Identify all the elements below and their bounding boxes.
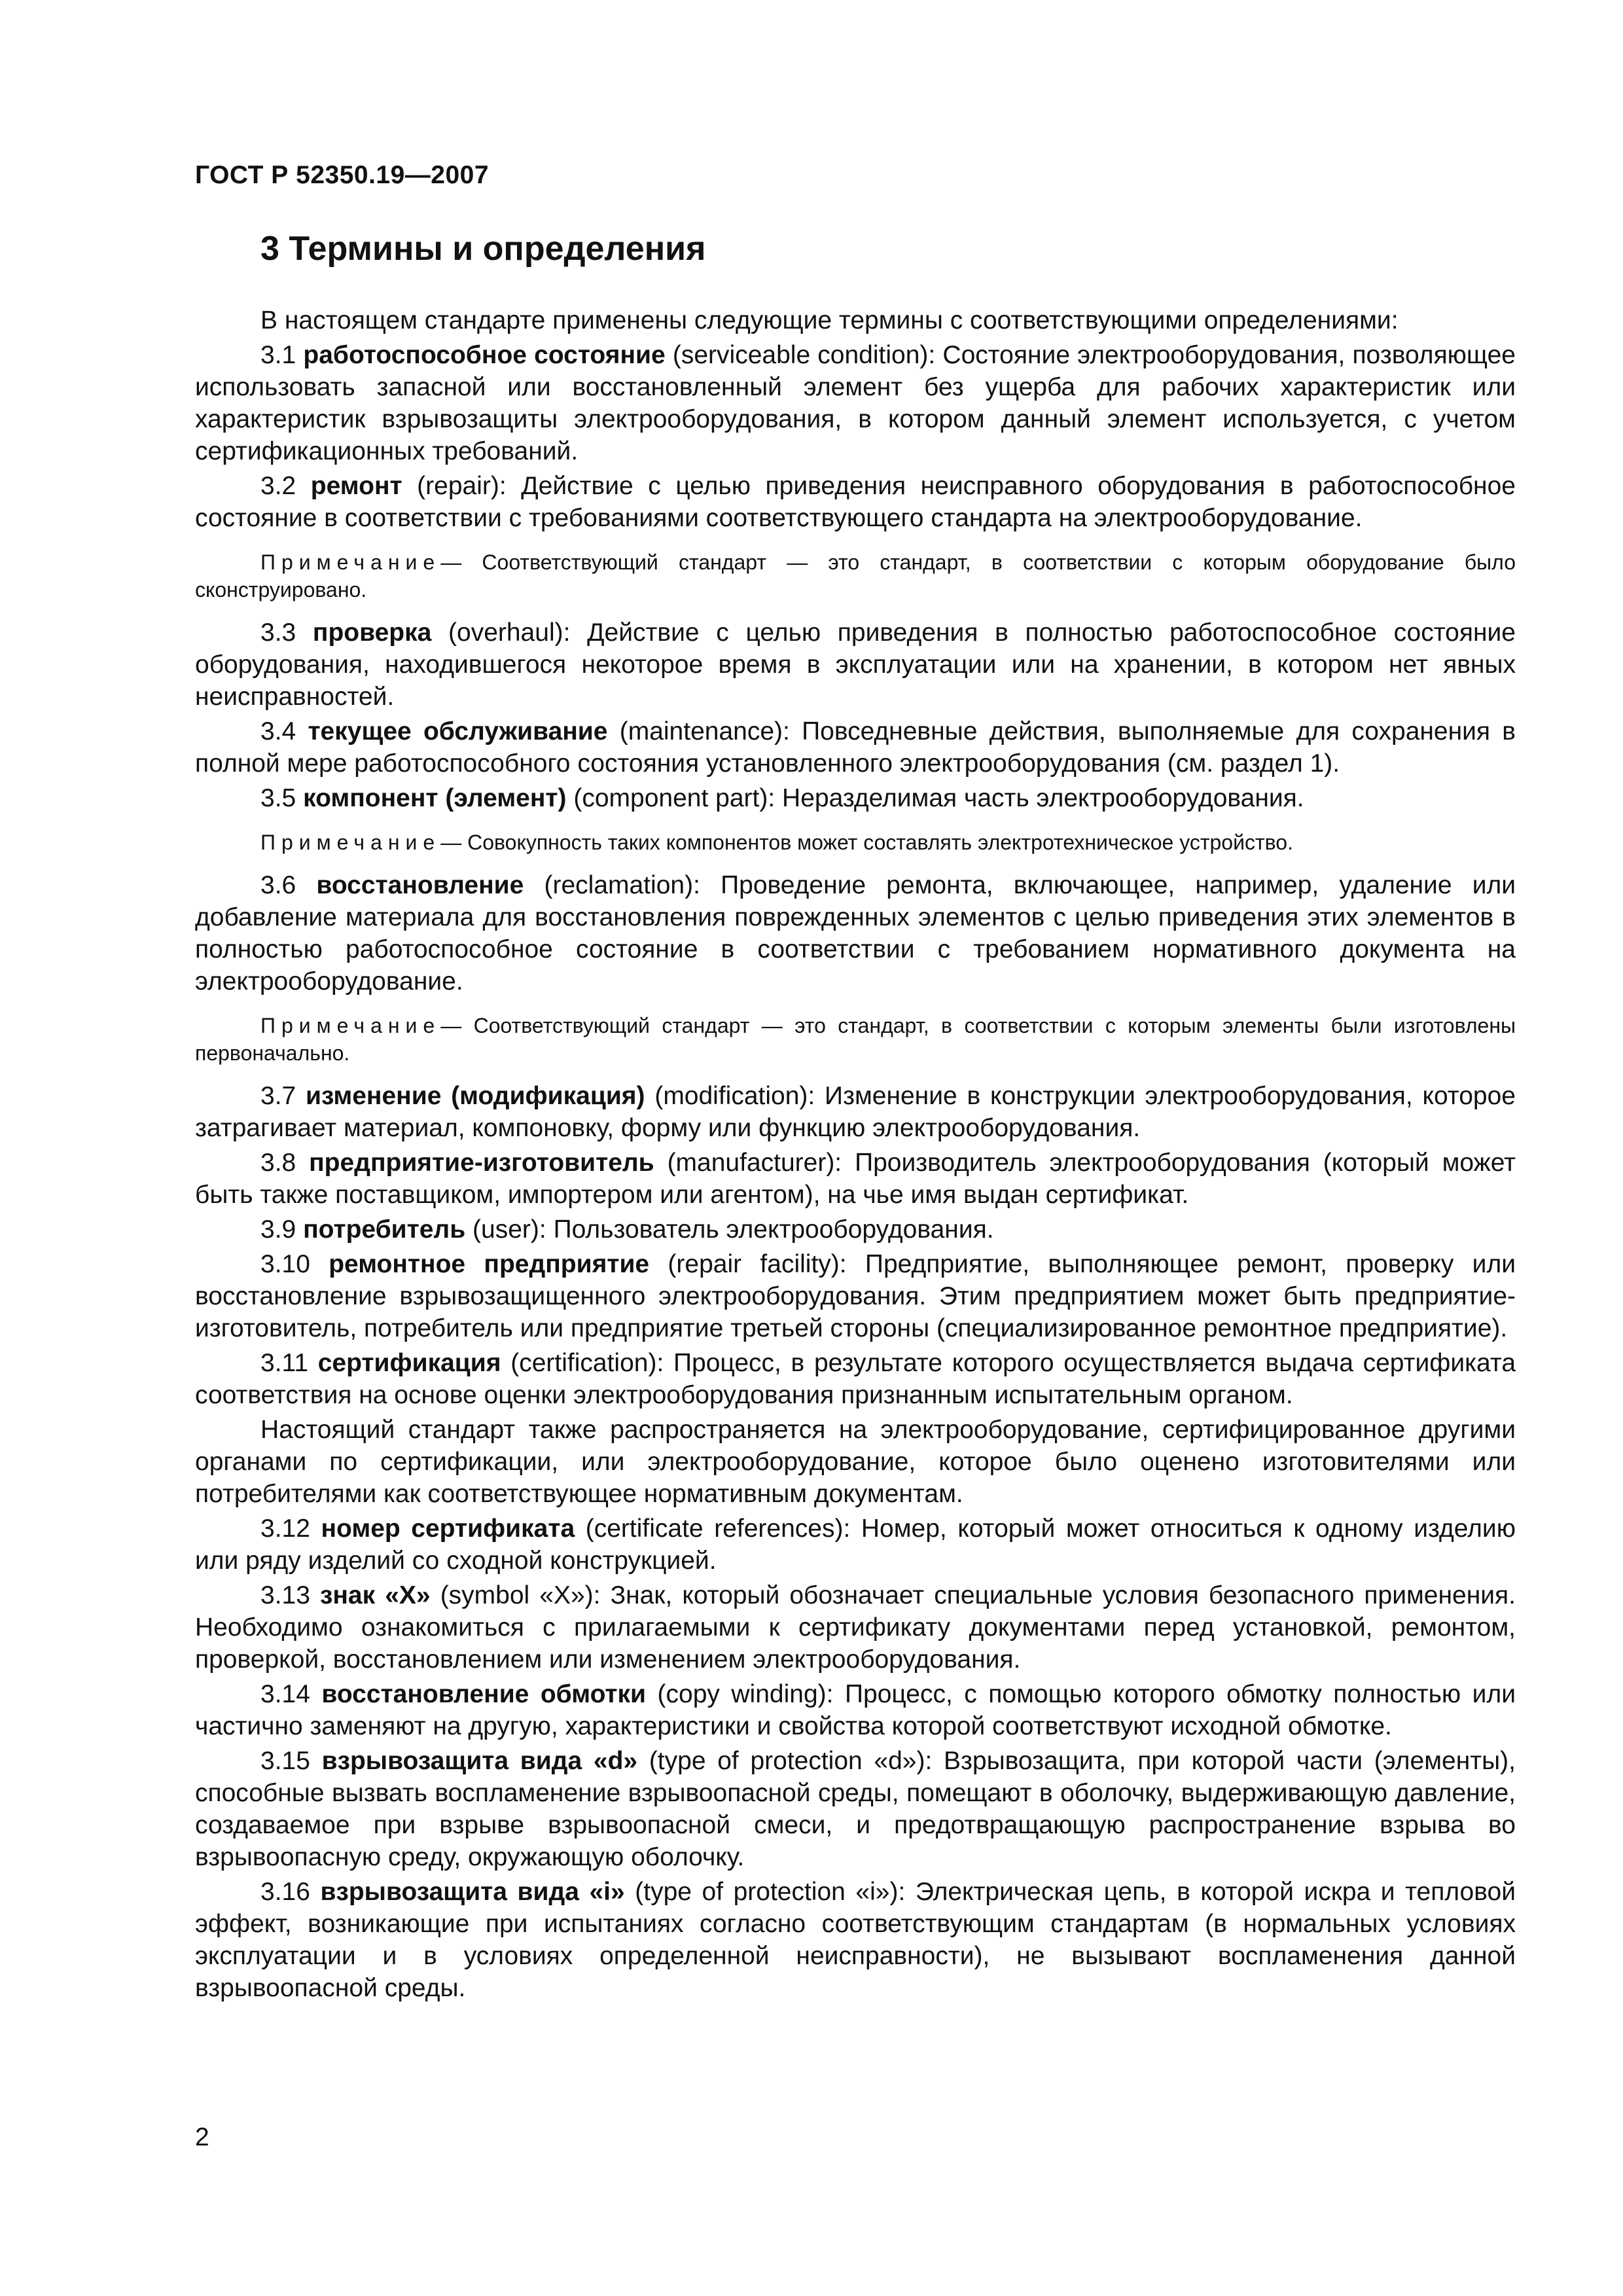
def-number: 3.7 [260,1082,296,1110]
definition-3-4 [195,715,1516,780]
def-number: 3.2 [260,472,296,500]
note-text: — Соответствующий стандарт — это стандарт, в соответствии с которым оборудование было сконструировано. [195,550,1516,601]
document-body [195,304,1516,2004]
def-text: Предприятие, выполняющее ремонт, проверку или восстановление взрывозащищенного электрооборудования. Этим предприятием может быть предприятие-изготовитель, потребитель или предприятие третьей стороны (специализированное ремонтное предприятие). [195,1250,1516,1342]
def-term: изменение (модификация) [306,1082,645,1110]
page-number: 2 [195,2123,209,2151]
def-number: 3.3 [260,619,296,647]
def-text: Процесс, в результате которого осуществляется выдача сертификата соответствия на основе оценки электрооборудования признанным испытательным органом. [195,1349,1516,1409]
def-text: Номер, который может относиться к одному изделию или ряду изделий со сходной конструкцией. [195,1515,1516,1575]
def-number: 3.9 [260,1215,296,1244]
def-number: 3.12 [260,1515,310,1543]
def-number: 3.16 [260,1878,310,1906]
note-text: — Совокупность таких компонентов может составлять электротехническое устройство. [440,831,1293,854]
def-term: взрывозащита вида «d» [321,1747,638,1775]
definition-3-9 [195,1213,1516,1246]
def-english: (repair): [417,472,507,500]
def-text: Состояние электрооборудования, позволяющее использовать запасной или восстановленный элемент без ущерба для рабочих характеристик или характеристик взрывозащиты электрооборудования, в котором данный элемент используется, с учетом сертификационных требований. [195,341,1516,465]
note-3 [195,1012,1516,1067]
definition-3-15 [195,1745,1516,1873]
def-text: Действие с целью приведения в полностью работоспособное состояние оборудования, находившегося некоторое время в эксплуатации или на хранении, в котором нет явных неисправностей. [195,619,1516,711]
def-term: восстановление [316,871,524,899]
definition-3-13 [195,1579,1516,1676]
def-text: Производитель электрооборудования (который может быть также поставщиком, импортером или агентом), на чье имя выдан сертификат. [195,1149,1516,1209]
note-label: Примечание [260,550,441,574]
def-english: (certificate references): [585,1515,851,1543]
definition-3-6 [195,869,1516,997]
note-label: Примечание [260,1014,441,1037]
note-label: Примечание [260,831,441,854]
def-term: проверка [312,619,432,647]
def-english: (manufacturer): [667,1149,842,1177]
def-term: потребитель [303,1215,466,1244]
def-english: (overhaul): [448,619,571,647]
standard-code: ГОСТ Р 52350.19—2007 [195,161,490,189]
definition-3-3 [195,617,1516,713]
def-text: Повседневные действия, выполняемые для сохранения в полной мере работоспособного состояния установленного электрооборудования (см. раздел 1). [195,717,1516,778]
def-text: Пользователь электрооборудования. [553,1215,994,1244]
note-text: — Соответствующий стандарт — это стандарт, в соответствии с которым элементы были изготовлены первоначально. [195,1014,1516,1065]
def-term: работоспособное состояние [303,341,666,369]
def-term: номер сертификата [321,1515,575,1543]
def-text: Неразделимая часть электрооборудования. [782,784,1304,812]
definition-3-12 [195,1513,1516,1577]
definition-3-8 [195,1147,1516,1211]
def-english: (type of protection «d»): [649,1747,933,1775]
def-term: ремонт [310,472,402,500]
certification-scope-paragraph: Настоящий стандарт также распространяется на электрооборудование, сертифицированное другими органами по сертификации, или электрооборудование, которое было оценено изготовителями или потребителями как соответствующее нормативным документам. [195,1416,1516,1508]
note-2 [195,829,1516,856]
def-english: (repair facility): [668,1250,847,1278]
definition-3-5 [195,782,1516,814]
def-number: 3.15 [260,1747,310,1775]
def-number: 3.1 [260,341,296,369]
def-term: текущее обслуживание [308,717,608,745]
definition-3-16 [195,1876,1516,2004]
def-term: восстановление обмотки [321,1680,647,1708]
definition-3-14 [195,1678,1516,1742]
def-number: 3.8 [260,1149,296,1177]
def-number: 3.4 [260,717,296,745]
note-1 [195,548,1516,603]
def-text: Процесс, с помощью которого обмотку полностью или частично заменяют на другую, характеристики и свойства которой соответствуют исходной обмотке. [195,1680,1516,1740]
def-english: (component part): [573,784,776,812]
def-text: Действие с целью приведения неисправного оборудования в работоспособное состояние в соответствии с требованиями соответствующего стандарта на электрооборудование. [195,472,1516,532]
def-english: (symbol «X»): [440,1581,601,1609]
definition-3-1 [195,339,1516,467]
def-text: Изменение в конструкции электрооборудования, которое затрагивает материал, компоновку, форму или функцию электрооборудования. [195,1082,1516,1142]
def-text: Проведение ремонта, включающее, например, удаление или добавление материала для восстановления поврежденных элементов с целью приведения этих элементов в полностью работоспособное состояние в соответствии с требованием нормативного документа на электрооборудование. [195,871,1516,996]
def-text: Взрывозащита, при которой части (элементы), способные вызвать воспламенение взрывоопасной среды, помещают в оболочку, выдерживающую давление, создаваемое при взрыве взрывоопасной смеси, и предотвращающую распространение взрыва во взрывоопасную среду, окружающую оболочку. [195,1747,1516,1871]
def-term: сертификация [317,1349,501,1377]
def-term: знак «X» [319,1581,431,1609]
def-english: (type of protection «i»): [635,1878,906,1906]
definition-3-2 [195,470,1516,534]
def-english: (maintenance): [619,717,790,745]
def-term: взрывозащита вида «i» [320,1878,625,1906]
def-number: 3.13 [260,1581,310,1609]
definition-3-11 [195,1347,1516,1411]
def-english: (serviceable condition): [672,341,936,369]
def-text: Знак, который обозначает специальные условия безопасного применения. Необходимо ознакомиться с прилагаемыми к сертификату документами перед установкой, ремонтом, проверкой, восстановлением или изменением электрооборудования. [195,1581,1516,1674]
def-english: (user): [473,1215,546,1244]
definition-3-10 [195,1248,1516,1344]
def-text: Электрическая цепь, в которой искра и тепловой эффект, возникающие при испытаниях согласно соответствующим стандартам (в нормальных условиях эксплуатации и в условиях определенной неисправности), не вызывают воспламенения данной взрывоопасной среды. [195,1878,1516,2002]
def-term: компонент (элемент) [303,784,567,812]
def-term: ремонтное предприятие [329,1250,650,1278]
def-number: 3.6 [260,871,296,899]
def-number: 3.5 [260,784,296,812]
def-english: (modification): [654,1082,815,1110]
def-number: 3.14 [260,1680,310,1708]
def-number: 3.10 [260,1250,310,1278]
intro-paragraph: В настоящем стандарте применены следующие термины с соответствующими определениями: [260,306,1399,334]
def-english: (reclamation): [544,871,700,899]
section-title: 3 Термины и определения [260,230,706,268]
def-english: (certification): [510,1349,664,1377]
def-number: 3.11 [260,1349,309,1377]
definition-3-7 [195,1080,1516,1144]
def-term: предприятие-изготовитель [309,1149,654,1177]
def-english: (copy winding): [657,1680,834,1708]
